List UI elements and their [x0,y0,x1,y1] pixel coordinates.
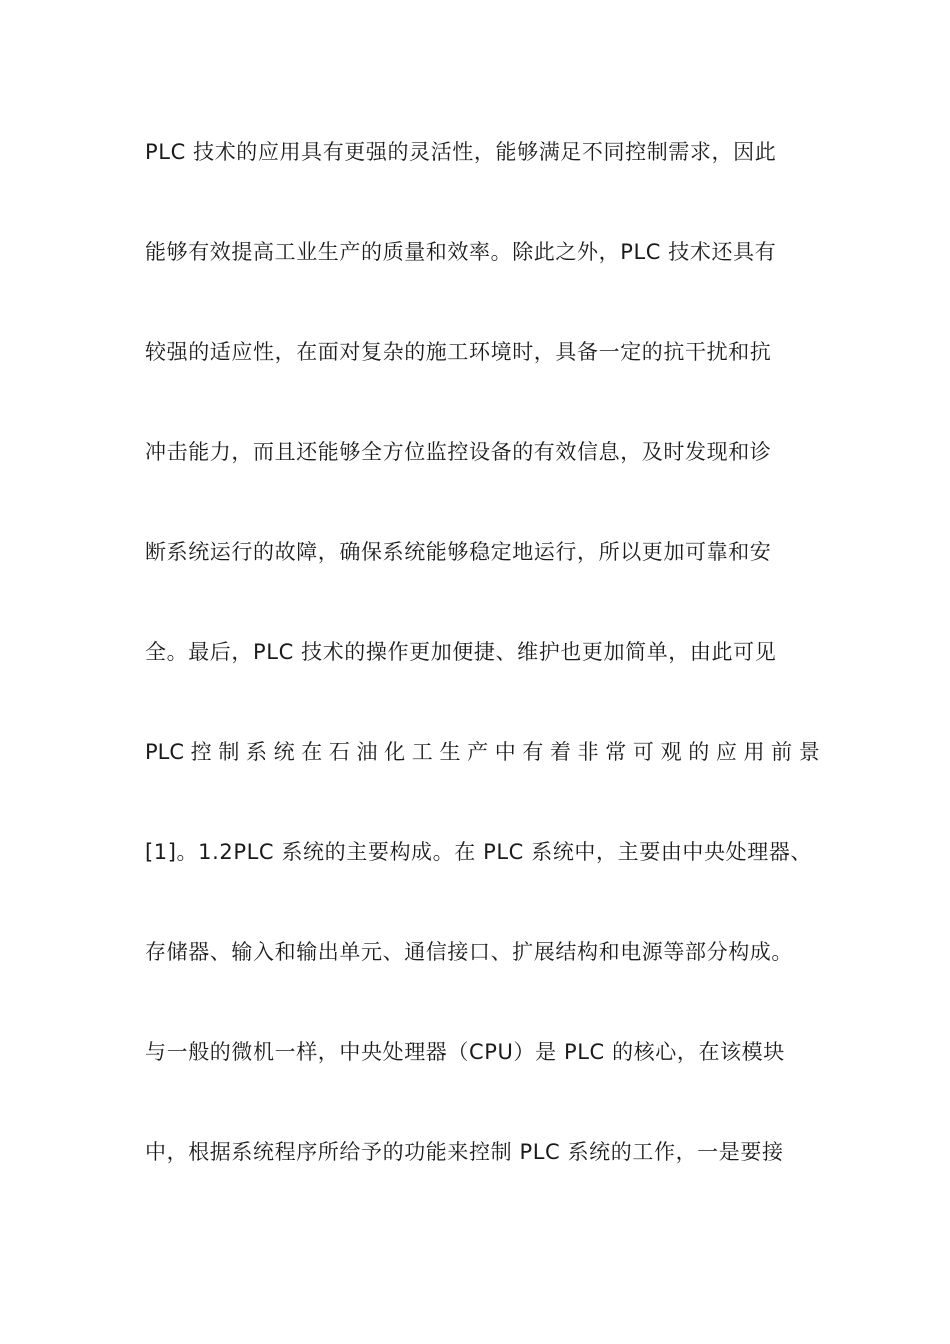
text-glyph: 景 [798,740,820,764]
text-glyph: 制 [218,740,240,764]
text-line-6: 全。最后，PLC 技术的操作更加便捷、维护也更加简单，由此可见 [145,640,777,664]
text-line-3: 较强的适应性，在面对复杂的施工环境时，具备一定的抗干扰和抗 [145,340,772,364]
text-glyph: 控 [190,740,212,764]
text-glyph: 化 [384,740,406,764]
text-glyph: 可 [632,740,654,764]
text-glyph: 观 [660,740,682,764]
text-glyph: 统 [273,740,295,764]
text-glyph: 系 [245,740,267,764]
text-glyph: 在 [301,740,323,764]
text-glyph: 生 [439,740,461,764]
text-glyph: 工 [411,740,433,764]
text-line-9: 存储器、输入和输出单元、通信接口、扩展结构和电源等部分构成。 [145,940,793,964]
text-line-4: 冲击能力，而且还能够全方位监控设备的有效信息，及时发现和诊 [145,440,772,464]
text-line-8: [1]。1.2PLC 系统的主要构成。在 PLC 系统中，主要由中央处理器、 [145,840,813,864]
text-line-10: 与一般的微机一样，中央处理器（CPU）是 PLC 的核心，在该模块 [145,1040,785,1064]
text-line-5: 断系统运行的故障，确保系统能够稳定地运行，所以更加可靠和安 [145,540,772,564]
text-glyph: 石 [328,740,350,764]
text-glyph: 中 [494,740,516,764]
text-glyph: 的 [688,740,710,764]
text-line-7 [145,726,820,826]
text-line-11: 中，根据系统程序所给予的功能来控制 PLC 系统的工作，一是要接 [145,1140,784,1164]
text-glyph: 用 [743,740,765,764]
text-glyph: 应 [715,740,737,764]
text-glyph: 常 [605,740,627,764]
text-glyph: 有 [522,740,544,764]
text-glyph: 产 [467,740,489,764]
text-line-1: PLC 技术的应用具有更强的灵活性，能够满足不同控制需求，因此 [145,140,777,164]
text-line-2: 能够有效提高工业生产的质量和效率。除此之外，PLC 技术还具有 [145,240,777,264]
text-glyph: 非 [577,740,599,764]
text-glyph: 着 [550,740,571,764]
text-glyph: PLC [145,740,185,764]
text-glyph: 前 [771,740,793,764]
body-text [145,126,820,1226]
text-glyph: 油 [356,740,378,764]
